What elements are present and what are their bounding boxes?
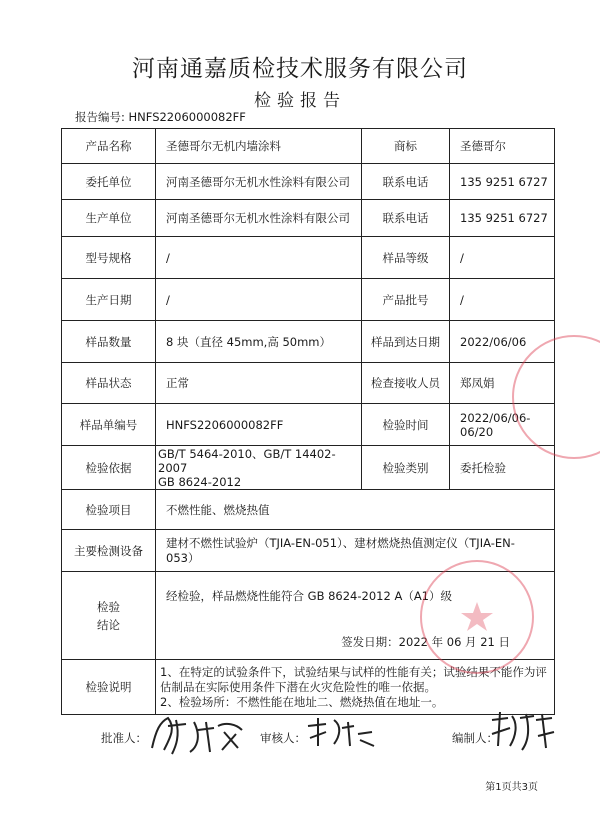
cell-label: 委托单位 bbox=[62, 164, 156, 200]
report-title: 检验报告 bbox=[254, 91, 346, 111]
cell-label: 样品等级 bbox=[362, 237, 450, 279]
cell-label: 生产单位 bbox=[62, 200, 156, 237]
editor-signature bbox=[488, 706, 560, 756]
report-number-value: HNFS2206000082FF bbox=[128, 110, 246, 124]
reviewer-label: 审核人： bbox=[260, 731, 306, 745]
table-row bbox=[62, 321, 555, 363]
editor-label: 编制人： bbox=[452, 731, 498, 745]
report-number-label: 报告编号: bbox=[75, 110, 125, 124]
cell-label: 型号规格 bbox=[62, 237, 156, 279]
cell-label: 生产日期 bbox=[62, 279, 156, 321]
cell-value: 河南圣德哥尔无机水性涂料有限公司 bbox=[156, 200, 362, 237]
cell-label: 样品数量 bbox=[62, 321, 156, 363]
report-number bbox=[75, 109, 246, 125]
table-row bbox=[62, 446, 555, 490]
cell-label: 样品状态 bbox=[62, 363, 156, 404]
issue-date: 签发日期：2022 年 06 月 21 日 bbox=[341, 635, 510, 649]
cell-label: 商标 bbox=[362, 129, 450, 164]
cell-value: 135 9251 6727 bbox=[450, 164, 555, 200]
cell-label: 检验项目 bbox=[62, 490, 156, 530]
notes-line-2: 2、检验场所：不燃性能在地址二、燃烧热值在地址一。 bbox=[160, 694, 444, 709]
cell-value: / bbox=[156, 279, 362, 321]
cell-value: 郑凤娟 bbox=[450, 363, 555, 404]
cell-label: 检验类别 bbox=[362, 446, 450, 490]
cell-value: 2022/06/06-06/20 bbox=[450, 404, 555, 446]
cell-label: 产品名称 bbox=[62, 129, 156, 164]
cell-value: 建材不燃性试验炉（TJIA-EN-051）、建材燃烧热值测定仪（TJIA-EN-053） bbox=[156, 530, 555, 572]
cell-value: / bbox=[450, 279, 555, 321]
cell-label: 样品单编号 bbox=[62, 404, 156, 446]
page-number: 第1页共3页 bbox=[485, 782, 538, 793]
conclusion-label-1: 检验 bbox=[97, 599, 120, 614]
basis-line-1: GB/T 5464-2010、GB/T 14402-2007 bbox=[158, 446, 336, 475]
seal-stamp-center bbox=[420, 560, 534, 674]
cell-value: / bbox=[450, 237, 555, 279]
cell-value: / bbox=[156, 237, 362, 279]
table-row bbox=[62, 164, 555, 200]
cell-value: 8 块（直径 45mm,高 50mm） bbox=[156, 321, 362, 363]
cell-value: 正常 bbox=[156, 363, 362, 404]
cell-label: 检查接收人员 bbox=[362, 363, 450, 404]
company-name: 河南通嘉质检技术服务有限公司 bbox=[132, 56, 468, 82]
cell-label: 检验时间 bbox=[362, 404, 450, 446]
cell-label bbox=[62, 572, 156, 660]
cell-value: 圣德哥尔 bbox=[450, 129, 555, 164]
cell-value: 河南圣德哥尔无机水性涂料有限公司 bbox=[156, 164, 362, 200]
table-row bbox=[62, 404, 555, 446]
table-row bbox=[62, 490, 555, 530]
cell-label: 联系电话 bbox=[362, 164, 450, 200]
cell-value: HNFS2206000082FF bbox=[156, 404, 362, 446]
reviewer-signature bbox=[304, 712, 376, 752]
conclusion-label-2: 结论 bbox=[97, 617, 120, 632]
cell-label: 检验依据 bbox=[62, 446, 156, 490]
basis-line-2: GB 8624-2012 bbox=[158, 474, 242, 489]
table-row bbox=[62, 279, 555, 321]
cell-value: 委托检验 bbox=[450, 446, 555, 490]
cell-value bbox=[156, 446, 362, 490]
table-row bbox=[62, 200, 555, 237]
cell-value: 圣德哥尔无机内墙涂料 bbox=[156, 129, 362, 164]
seal-star-icon bbox=[422, 562, 532, 672]
cell-label: 联系电话 bbox=[362, 200, 450, 237]
cell-label: 产品批号 bbox=[362, 279, 450, 321]
table-row bbox=[62, 129, 555, 164]
cell-value: 2022/06/06 bbox=[450, 321, 555, 363]
table-row bbox=[62, 363, 555, 404]
cell-label: 检验说明 bbox=[62, 660, 156, 715]
approver-label: 批准人： bbox=[101, 731, 147, 745]
notes-line-1: 1、在特定的试验条件下，试验结果与试样的性能有关；试验结果不能作为评估制品在实际使用条件下潜在火灾危险性的唯一依据。 bbox=[160, 664, 547, 694]
table-row bbox=[62, 237, 555, 279]
cell-value: 135 9251 6727 bbox=[450, 200, 555, 237]
cell-value: 不燃性能、燃烧热值 bbox=[156, 490, 555, 530]
cell-label: 主要检测设备 bbox=[62, 530, 156, 572]
conclusion-text: 经检验，样品燃烧性能符合 GB 8624-2012 A（A1）级 bbox=[166, 589, 452, 603]
cell-label: 样品到达日期 bbox=[362, 321, 450, 363]
approver-signature bbox=[146, 708, 256, 758]
